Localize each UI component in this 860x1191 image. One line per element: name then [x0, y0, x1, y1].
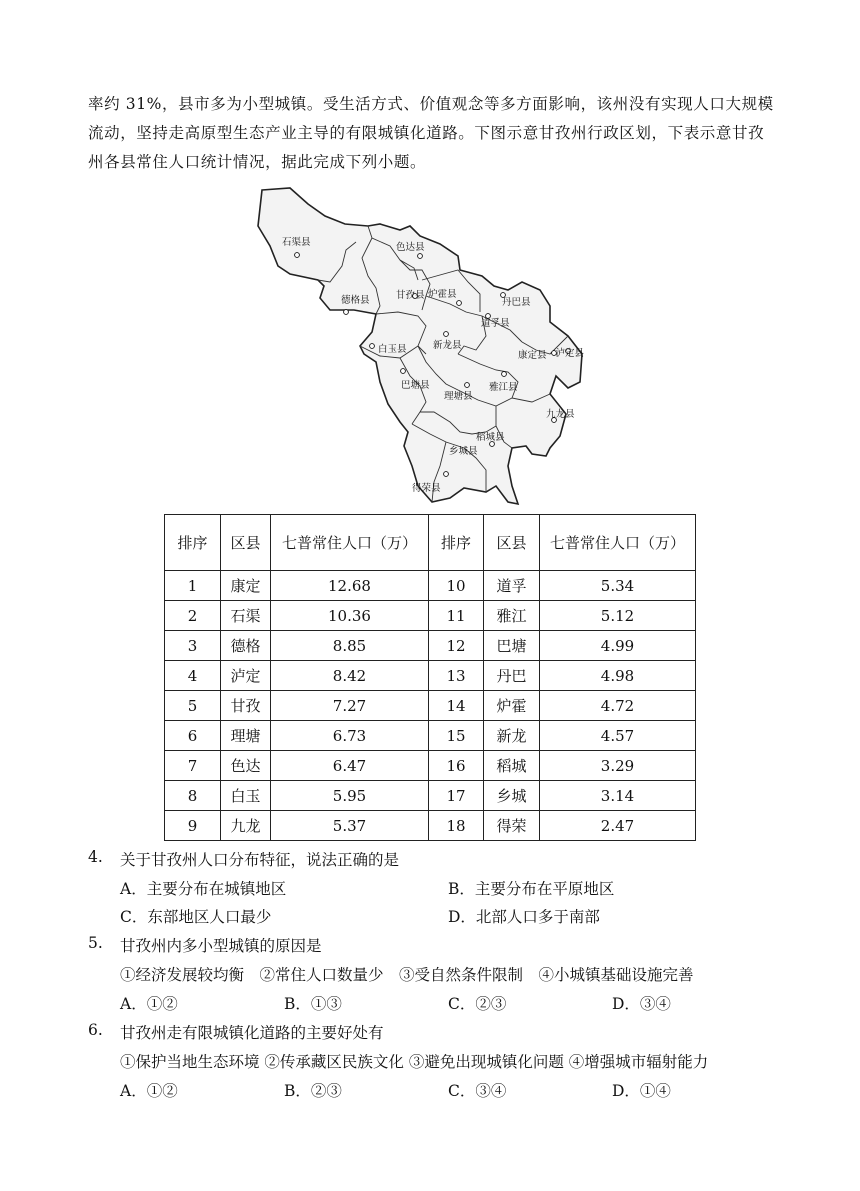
- cell-rank: 5: [165, 691, 221, 721]
- label-shiqu: 石渠县: [282, 237, 311, 248]
- label-seda: 色达县: [396, 242, 425, 253]
- cell-county: 泸定: [221, 661, 271, 691]
- cell-rank: 12: [429, 631, 484, 661]
- cell-population: 5.34: [540, 571, 696, 601]
- cell-population: 5.95: [271, 781, 429, 811]
- cell-county: 乡城: [484, 781, 540, 811]
- label-jiulong: 九龙县: [546, 409, 575, 420]
- option-a[interactable]: A．①②: [120, 995, 178, 1013]
- table-row: [165, 751, 696, 781]
- cell-county: 炉霍: [484, 691, 540, 721]
- cell-county: 新龙: [484, 721, 540, 751]
- question-stem: 甘孜州走有限城镇化道路的主要好处有: [120, 1024, 384, 1042]
- intro-line-3: 州各县常住人口统计情况，据此完成下列小题。: [88, 153, 427, 171]
- cell-population: 4.72: [540, 691, 696, 721]
- option-b[interactable]: B．①③: [284, 995, 342, 1013]
- cell-population: 8.85: [271, 631, 429, 661]
- label-luhuo: 炉霍县: [428, 289, 457, 300]
- cell-rank: 4: [165, 661, 221, 691]
- table-row: [165, 691, 696, 721]
- cell-population: 3.29: [540, 751, 696, 781]
- label-luding: 泸定县: [555, 348, 584, 359]
- table-row: [165, 571, 696, 601]
- cell-population: 8.42: [271, 661, 429, 691]
- option-c[interactable]: C．②③: [448, 995, 507, 1013]
- cell-county: 理塘: [221, 721, 271, 751]
- cell-rank: 15: [429, 721, 484, 751]
- cell-population: 3.14: [540, 781, 696, 811]
- table-row: [165, 721, 696, 751]
- label-batang: 巴塘县: [401, 380, 430, 391]
- option-d[interactable]: D．北部人口多于南部: [448, 908, 600, 926]
- cell-county: 康定: [221, 571, 271, 601]
- cell-rank: 18: [429, 811, 484, 841]
- label-danba: 丹巴县: [502, 297, 531, 308]
- question-number: 6.: [88, 1021, 103, 1039]
- cell-county: 石渠: [221, 601, 271, 631]
- table-row: [165, 661, 696, 691]
- cell-population: 4.99: [540, 631, 696, 661]
- label-derong: 得荣县: [412, 483, 441, 494]
- cell-rank: 17: [429, 781, 484, 811]
- cell-county: 甘孜: [221, 691, 271, 721]
- label-litang: 理塘县: [444, 391, 473, 402]
- header-rank: 排序: [165, 515, 221, 571]
- cell-county: 道孚: [484, 571, 540, 601]
- cell-rank: 16: [429, 751, 484, 781]
- cell-population: 4.98: [540, 661, 696, 691]
- cell-rank: 1: [165, 571, 221, 601]
- cell-county: 色达: [221, 751, 271, 781]
- cell-rank: 13: [429, 661, 484, 691]
- question-5-statements: ①经济发展较均衡 ②常住人口数量少 ③受自然条件限制 ④小城镇基础设施完善: [120, 966, 694, 984]
- intro-line-1: 率约 31%，县市多为小型城镇。受生活方式、价值观念等多方面影响，该州没有实现人口大规模: [88, 95, 774, 113]
- label-daocheng: 稻城县: [476, 432, 505, 443]
- cell-rank: 2: [165, 601, 221, 631]
- option-d[interactable]: D．③④: [612, 995, 671, 1013]
- cell-rank: 9: [165, 811, 221, 841]
- cell-population: 7.27: [271, 691, 429, 721]
- table-row: [165, 781, 696, 811]
- cell-population: 6.73: [271, 721, 429, 751]
- question-6-statements: ①保护当地生态环境 ②传承藏区民族文化 ③避免出现城镇化问题 ④增强城市辐射能力: [120, 1053, 709, 1071]
- table-row: [165, 601, 696, 631]
- question-number: 5.: [88, 934, 103, 952]
- option-b[interactable]: B．②③: [284, 1082, 342, 1100]
- label-daofu: 道孚县: [481, 318, 510, 329]
- intro-paragraph: [88, 90, 778, 177]
- cell-county: 巴塘: [484, 631, 540, 661]
- population-table: [164, 514, 696, 841]
- label-ganzi: 甘孜县: [396, 290, 425, 301]
- table-row: [165, 811, 696, 841]
- question-stem: 甘孜州内多小型城镇的原因是: [120, 937, 322, 955]
- label-kangding: 康定县: [518, 350, 547, 361]
- question-stem: 关于甘孜州人口分布特征，说法正确的是: [120, 851, 400, 869]
- map-svg: [250, 186, 585, 508]
- label-xinlong: 新龙县: [433, 340, 462, 351]
- label-baiyu: 白玉县: [378, 344, 407, 355]
- ganzi-map: [250, 186, 585, 508]
- cell-county: 雅江: [484, 601, 540, 631]
- cell-population: 4.57: [540, 721, 696, 751]
- header-county: 区县: [484, 515, 540, 571]
- cell-population: 5.12: [540, 601, 696, 631]
- header-rank: 排序: [429, 515, 484, 571]
- cell-rank: 6: [165, 721, 221, 751]
- cell-rank: 14: [429, 691, 484, 721]
- cell-population: 6.47: [271, 751, 429, 781]
- cell-county: 稻城: [484, 751, 540, 781]
- cell-county: 德格: [221, 631, 271, 661]
- cell-county: 九龙: [221, 811, 271, 841]
- cell-rank: 10: [429, 571, 484, 601]
- label-dege: 德格县: [341, 295, 370, 306]
- prefecture-boundary: [258, 188, 582, 504]
- cell-rank: 11: [429, 601, 484, 631]
- cell-rank: 8: [165, 781, 221, 811]
- label-yajiang: 雅江县: [489, 382, 518, 393]
- question-number: 4.: [88, 848, 103, 866]
- table-row: [165, 631, 696, 661]
- option-d[interactable]: D．①④: [612, 1082, 671, 1100]
- header-population: 七普常住人口（万）: [271, 515, 429, 571]
- option-c[interactable]: C．③④: [448, 1082, 507, 1100]
- option-a[interactable]: A．主要分布在城镇地区: [120, 880, 287, 898]
- option-a[interactable]: A．①②: [120, 1082, 178, 1100]
- cell-county: 丹巴: [484, 661, 540, 691]
- option-c[interactable]: C．东部地区人口最少: [120, 908, 272, 926]
- label-xiangcheng: 乡城县: [449, 446, 478, 457]
- table-header-row: [165, 515, 696, 571]
- option-b[interactable]: B．主要分布在平原地区: [448, 880, 615, 898]
- intro-line-2: 流动，坚持走高原型生态产业主导的有限城镇化道路。下图示意甘孜州行政区划，下表示意甘孜: [88, 124, 765, 142]
- cell-population: 5.37: [271, 811, 429, 841]
- cell-county: 白玉: [221, 781, 271, 811]
- cell-rank: 3: [165, 631, 221, 661]
- cell-population: 12.68: [271, 571, 429, 601]
- cell-rank: 7: [165, 751, 221, 781]
- cell-county: 得荣: [484, 811, 540, 841]
- header-population: 七普常住人口（万）: [540, 515, 696, 571]
- table-body: [165, 571, 696, 841]
- cell-population: 10.36: [271, 601, 429, 631]
- cell-population: 2.47: [540, 811, 696, 841]
- header-county: 区县: [221, 515, 271, 571]
